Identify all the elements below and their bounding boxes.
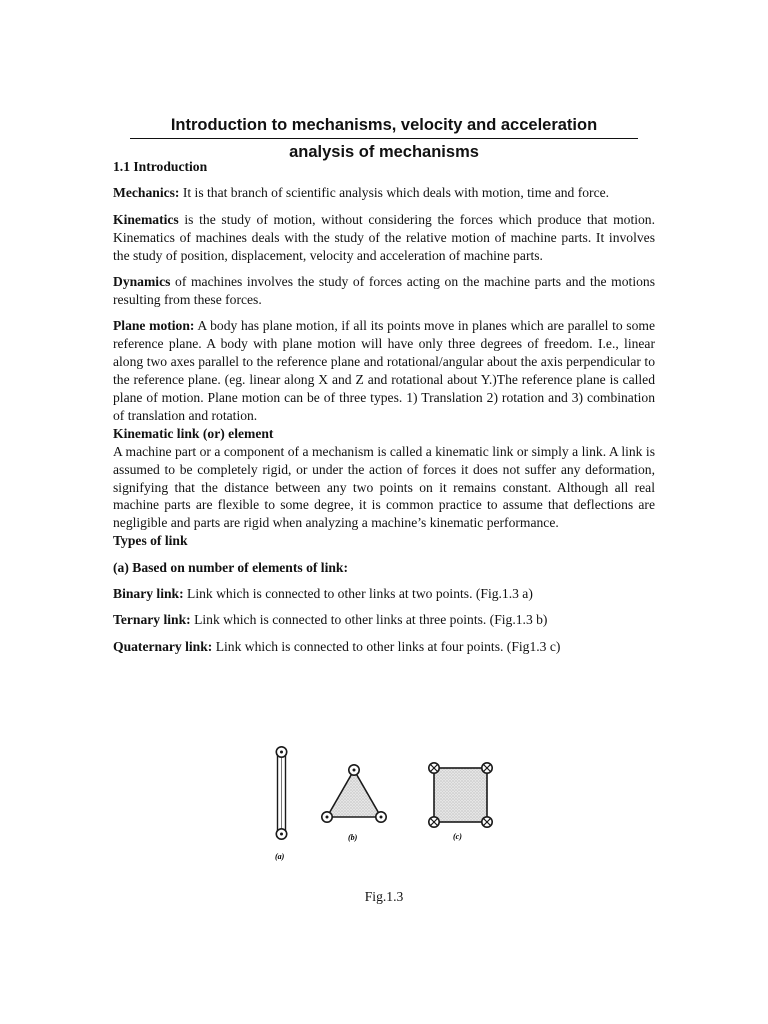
based-on-elements-heading: (a) Based on number of elements of link: <box>113 559 348 575</box>
ternary-joint-right <box>376 812 386 822</box>
term-plane-motion: Plane motion: <box>113 318 195 334</box>
term-dynamics: Dynamics <box>113 274 171 290</box>
ternary-link-body <box>327 770 381 817</box>
title-line-1: Introduction to mechanisms, velocity and acceleration <box>170 116 598 134</box>
paragraph-dynamics <box>113 273 655 309</box>
term-binary-link: Binary link: <box>113 586 184 602</box>
binary-joint-top <box>276 747 286 757</box>
text-binary-link: Link which is connected to other links at two points. (Fig.1.3 a) <box>183 586 533 602</box>
figure-caption: Fig.1.3 <box>364 889 404 904</box>
term-mechanics: Mechanics: <box>113 185 180 201</box>
ternary-joint-left <box>322 812 332 822</box>
quaternary-joint-top-right <box>482 763 492 773</box>
quaternary-joint-bottom-left <box>429 817 439 827</box>
text-kinematics: is the study of motion, without considering the forces which produce that motion. Kinematics of machines deals with the study of the relative motion of machine parts. It involves the study of position, displacement, velocity and acceleration of machine parts. <box>113 211 655 263</box>
quaternary-link-drawing <box>429 763 492 841</box>
term-quaternary-link: Quaternary link: <box>113 638 213 654</box>
document-body <box>113 158 655 656</box>
links-figure <box>263 732 513 880</box>
text-quaternary-link: Link which is connected to other links at four points. (Fig1.3 c) <box>212 638 561 654</box>
quaternary-joint-top-left <box>429 763 439 773</box>
term-kinematics: Kinematics <box>113 211 179 227</box>
kinematic-link-heading: Kinematic link (or) element <box>113 425 274 441</box>
paragraph-ternary-link <box>113 611 655 629</box>
paragraph-plane-motion <box>113 317 655 424</box>
ternary-joint-top <box>349 765 359 775</box>
label-a: (a) <box>275 852 285 861</box>
text-plane-motion: A body has plane motion, if all its points move in planes which are parallel to some reference plane. A body with plane motion will have only three degrees of freedom. I.e., linear along two axes parallel to the reference plane and rotational/angular about the axis perpendicular to the reference plane. (eg. linear along X and Z and rotational about Y.)The reference plane is called plane of motion. Plane motion can be of three types. 1) Translation 2) rotation and 3) combination of translation and rotation. <box>113 318 655 423</box>
quaternary-joint-bottom-right <box>482 817 492 827</box>
paragraph-mechanics <box>113 184 655 202</box>
paragraph-quaternary-link <box>113 638 655 656</box>
paragraph-binary-link <box>113 585 655 603</box>
text-dynamics: of machines involves the study of forces acting on the machine parts and the motions resulting from these forces. <box>113 274 655 307</box>
paragraph-kinematic-link: A machine part or a component of a mechanism is called a kinematic link or simply a link. A link is assumed to be completely rigid, or under the action of forces it does not suffer any deformation, signifying that the distance between any two points on it remains constant. Although all real machine parts are flexible to some degree, it is common practice to assume that deflections are negligible and parts are rigid when analyzing a machine’s kinematic performance. <box>113 443 655 531</box>
text-mechanics: It is that branch of scientific analysis which deals with motion, time and force. <box>179 185 610 201</box>
quaternary-link-body <box>434 768 487 822</box>
term-ternary-link: Ternary link: <box>113 612 191 628</box>
label-b: (b) <box>348 833 358 842</box>
ternary-link-drawing <box>322 765 386 842</box>
binary-joint-bottom <box>276 829 286 839</box>
binary-link-drawing <box>275 747 287 861</box>
paragraph-kinematics <box>113 211 655 265</box>
section-heading: 1.1 Introduction <box>113 159 208 174</box>
text-ternary-link: Link which is connected to other links at three points. (Fig.1.3 b) <box>190 612 548 628</box>
label-c: (c) <box>453 832 462 841</box>
title-line-2: analysis of mechanisms <box>289 143 479 161</box>
types-of-link-heading: Types of link <box>113 533 188 549</box>
